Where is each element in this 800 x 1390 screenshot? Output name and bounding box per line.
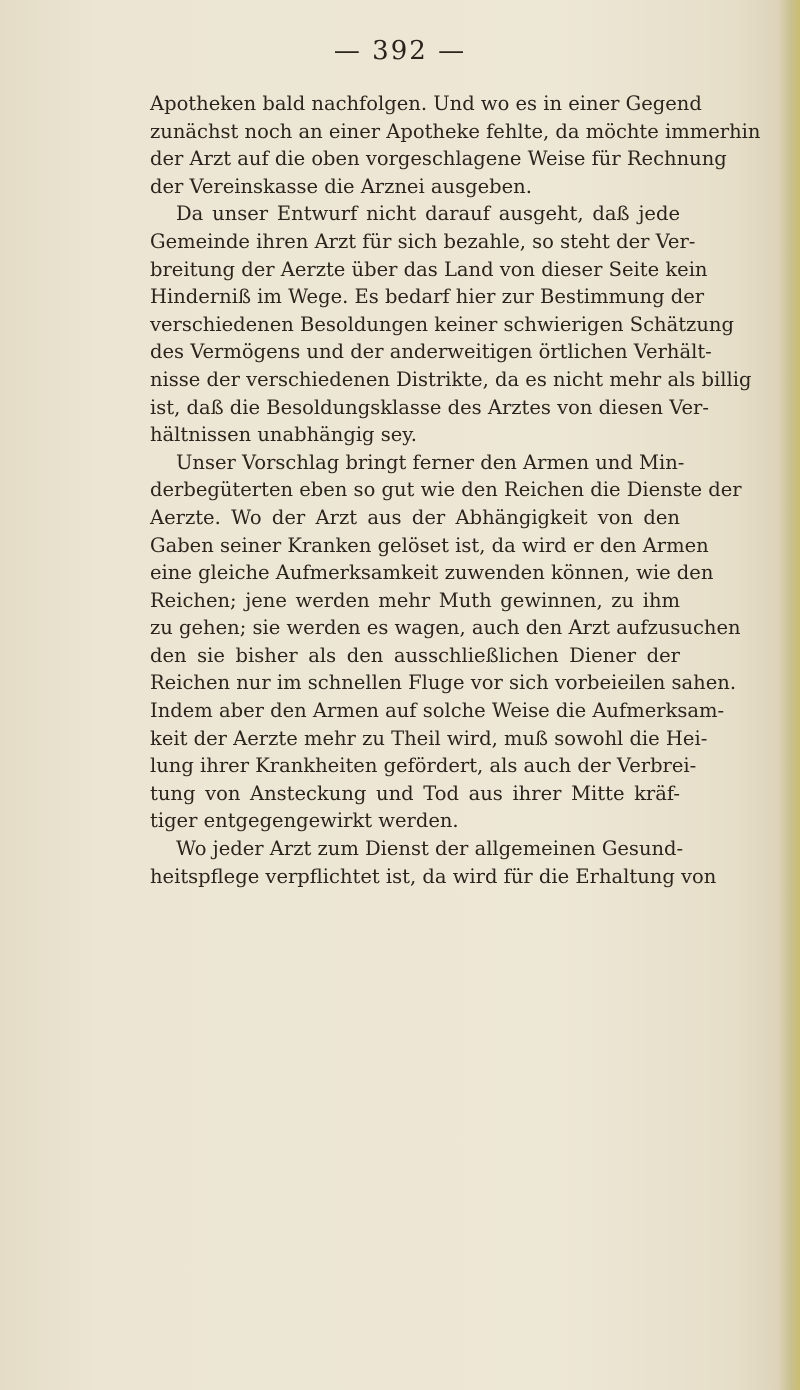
text-line: den sie bisher als den ausschließlichen Diener der: [150, 643, 680, 667]
page-number: — 392 —: [333, 36, 467, 66]
body-text: [150, 90, 761, 890]
text-line: der Vereinskasse die Arznei ausgeben.: [150, 174, 532, 198]
text-line: tung von Ansteckung und Tod aus ihrer Mitte kräf-: [150, 781, 680, 805]
text-line: der Arzt auf die oben vorgeschlagene Weise für Rechnung: [150, 147, 727, 171]
text-line: Reichen; jene werden mehr Muth gewinnen, zu ihm: [150, 588, 680, 612]
text-line: hältnissen unabhängig sey.: [150, 423, 417, 447]
text-line: zu gehen; sie werden es wagen, auch den Arzt aufzusuchen: [150, 616, 741, 640]
text-line: Gemeinde ihren Arzt für sich bezahle, so steht der Ver-: [150, 229, 696, 253]
text-line: tiger entgegengewirkt werden.: [150, 809, 459, 833]
page-edge-stain: [778, 0, 800, 1390]
text-line: Hinderniß im Wege. Es bedarf hier zur Bestimmung der: [150, 285, 705, 309]
text-line: nisse der verschiedenen Distrikte, da es nicht mehr als billig: [150, 367, 752, 391]
text-line: Gaben seiner Kranken gelöset ist, da wird er den Armen: [150, 533, 709, 557]
text-line: Aerzte. Wo der Arzt aus der Abhängigkeit von den: [150, 505, 680, 529]
text-line: derbegüterten eben so gut wie den Reichen die Dienste der: [150, 478, 742, 502]
text-line: Apotheken bald nachfolgen. Und wo es in einer Gegend: [150, 92, 702, 115]
text-line: Reichen nur im schnellen Fluge vor sich vorbeieilen sahen.: [150, 671, 737, 695]
text-line: verschiedenen Besoldungen keiner schwierigen Schätzung: [150, 312, 734, 336]
text-line: lung ihrer Krankheiten gefördert, als auch der Verbrei-: [150, 754, 697, 778]
text-line: des Vermögens und der anderweitigen örtlichen Verhält-: [150, 340, 712, 364]
text-line: breitung der Aerzte über das Land von dieser Seite kein: [150, 257, 708, 281]
text-line: eine gleiche Aufmerksamkeit zuwenden können, wie den: [150, 561, 714, 585]
text-line: keit der Aerzte mehr zu Theil wird, muß sowohl die Hei-: [150, 726, 708, 750]
text-line: ist, daß die Besoldungsklasse des Arztes von diesen Ver-: [150, 395, 709, 419]
text-line: Indem aber den Armen auf solche Weise die Aufmerksam-: [150, 699, 725, 723]
text-line: Wo jeder Arzt zum Dienst der allgemeinen Gesund-: [176, 837, 684, 861]
text-line: Da unser Entwurf nicht darauf ausgeht, daß jede: [176, 202, 680, 226]
text-line: Unser Vorschlag bringt ferner den Armen und Min-: [176, 450, 685, 474]
text-line: heitspflege verpflichtet ist, da wird für die Erhaltung von: [150, 864, 717, 888]
text-line: zunächst noch an einer Apotheke fehlte, da möchte immerhin: [150, 119, 761, 143]
